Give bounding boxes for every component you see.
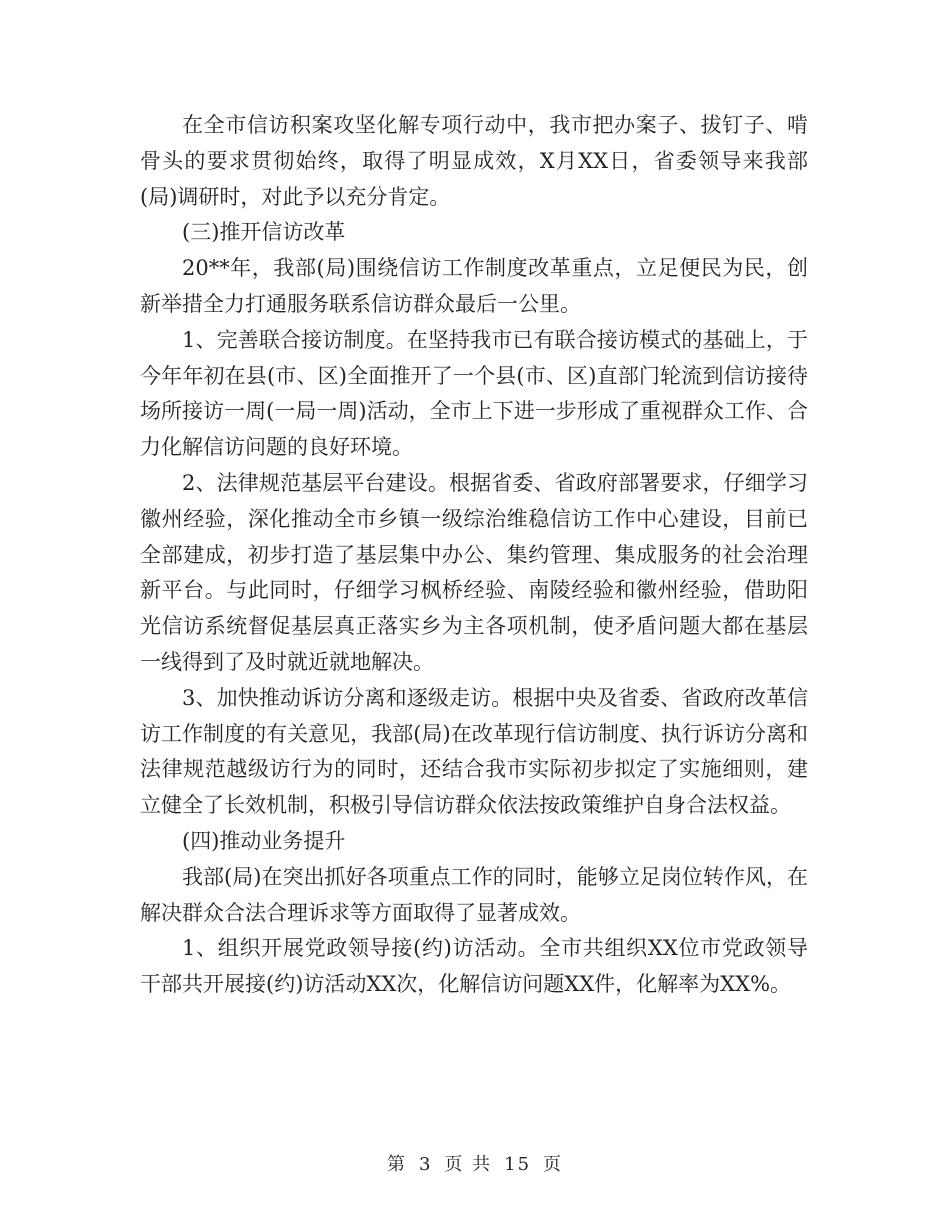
footer-suffix: 页	[543, 1154, 564, 1175]
section-heading: (四)推动业务提升	[182, 828, 346, 853]
paragraph: 1、组织开展党政领导接(约)访活动。全市共组织XX位市党政领导干部共开展接(约)访活动XX次，化解信访问题XX件，化解率为XX%。	[140, 936, 808, 997]
paragraph: 在全市信访积案攻坚化解专项行动中，我市把办案子、拔钉子、啃骨头的要求贯彻始终，取得了明显成效，X月XX日，省委领导来我部(局)调研时，对此予以充分肯定。	[140, 113, 808, 209]
page-footer	[0, 1150, 950, 1176]
footer-prefix: 第	[386, 1154, 407, 1175]
total-page-number: 15	[504, 1154, 532, 1175]
paragraph: 3、加快推动诉访分离和逐级走访。根据中央及省委、省政府改革信访工作制度的有关意见，我部(局)在改革现行信访制度、执行诉访分离和法律规范越级访行为的同时，还结合我市实际初步拟定了实施细则，建立健全了长效机制，积极引导信访群众依法按政策维护自身合法权益。	[140, 685, 808, 818]
footer-middle: 页 共	[444, 1154, 493, 1175]
paragraph: 1、完善联合接访制度。在坚持我市已有联合接访模式的基础上，于今年年初在县(市、区)全面推开了一个县(市、区)直部门轮流到信访接待场所接访一周(一局一周)活动，全市上下进一步形成了重视群众工作、合力化解信访问题的良好环境。	[140, 327, 808, 460]
paragraph: 我部(局)在突出抓好各项重点工作的同时，能够立足岗位转作风，在解决群众合法合理诉求等方面取得了显著成效。	[140, 864, 808, 925]
current-page-number: 3	[418, 1154, 433, 1175]
paragraph: 2、法律规范基层平台建设。根据省委、省政府部署要求，仔细学习徽州经验，深化推动全市乡镇一级综治维稳信访工作中心建设，目前已全部建成，初步打造了基层集中办公、集约管理、集成服务的社会治理新平台。与此同时，仔细学习枫桥经验、南陵经验和徽州经验，借助阳光信访系统督促基层真正落实乡为主各项机制，使矛盾问题大都在基层一线得到了及时就近就地解决。	[140, 470, 808, 674]
document-body	[140, 108, 808, 1003]
section-heading: (三)推开信访改革	[182, 220, 346, 245]
paragraph: 20**年，我部(局)围绕信访工作制度改革重点，立足便民为民，创新举措全力打通服务联系信访群众最后一公里。	[140, 256, 808, 316]
